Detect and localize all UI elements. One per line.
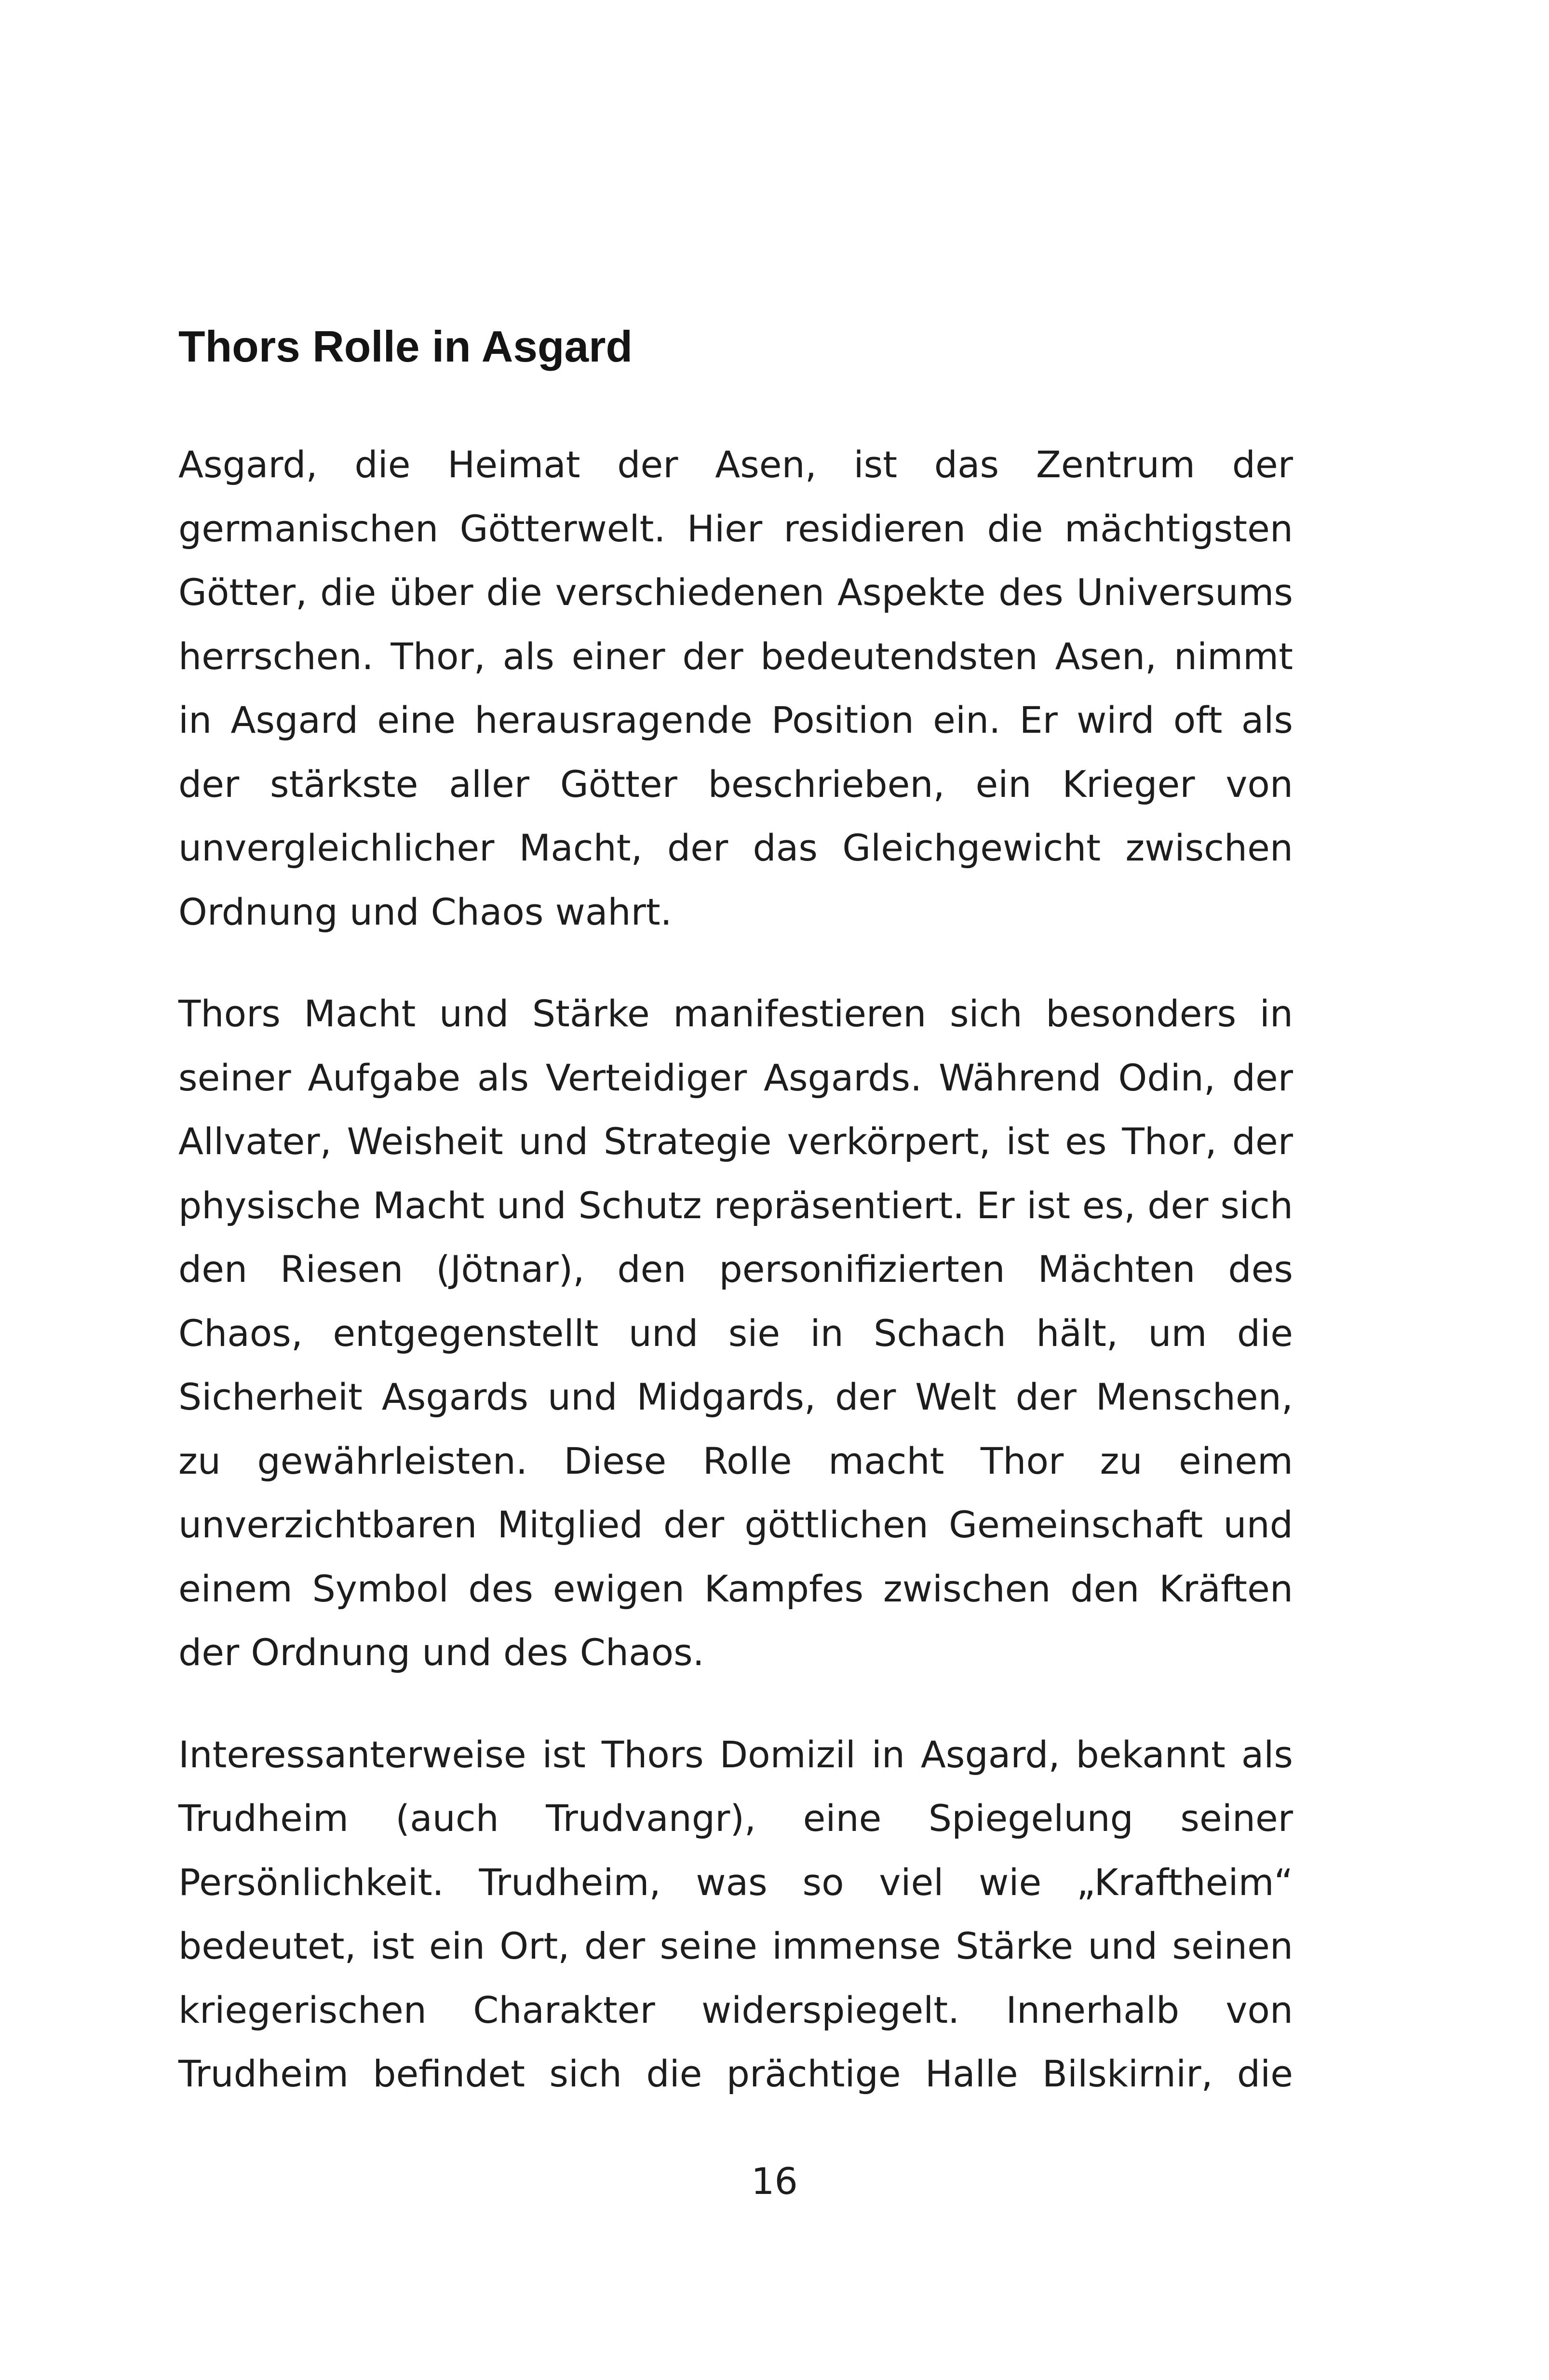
paragraph-3: Interessanterweise ist Thors Domizil in Asgard, bekannt als Trudheim (auch Trudvangr), eine Spiegelung seiner Persönlichkeit. Trudheim, was so viel wie „Kraftheim“ bedeutet, ist ein Ort, der seine immense Stärke und seinen kriegerischen Charakter widerspiegelt. Innerhalb von Trudheim befindet sich die prächtige Halle Bilskirnir, die	[178, 1733, 1293, 2095]
page-number: 16	[751, 2160, 798, 2203]
section-heading: Thors Rolle in Asgard	[178, 323, 633, 371]
paragraph-1: Asgard, die Heimat der Asen, ist das Zentrum der germanischen Götterwelt. Hier residieren die mächtigsten Götter, die über die verschiedenen Aspekte des Universums herrschen. Thor, als einer der bedeutendsten Asen, nimmt in Asgard eine herausragende Position ein. Er wird oft als der stärkste aller Götter beschrieben, ein Krieger von unvergleichlicher Macht, der das Gleichgewicht zwischen Ordnung und Chaos wahrt.	[178, 443, 1293, 933]
paragraph-2: Thors Macht und Stärke manifestieren sich besonders in seiner Aufgabe als Verteidiger Asgards. Während Odin, der Allvater, Weisheit und Strategie verkörpert, ist es Thor, der physische Macht und Schutz repräsentiert. Er ist es, der sich den Riesen (Jötnar), den personifizierten Mächten des Chaos, entgegenstellt und sie in Schach hält, um die Sicherheit Asgards und Midgards, der Welt der Menschen, zu gewährleisten. Diese Rolle macht Thor zu einem unverzichtbaren Mitglied der göttlichen Gemeinschaft und einem Symbol des ewigen Kampfes zwischen den Kräften der Ordnung und des Chaos.	[178, 992, 1293, 1674]
page-content	[178, 313, 1293, 2144]
